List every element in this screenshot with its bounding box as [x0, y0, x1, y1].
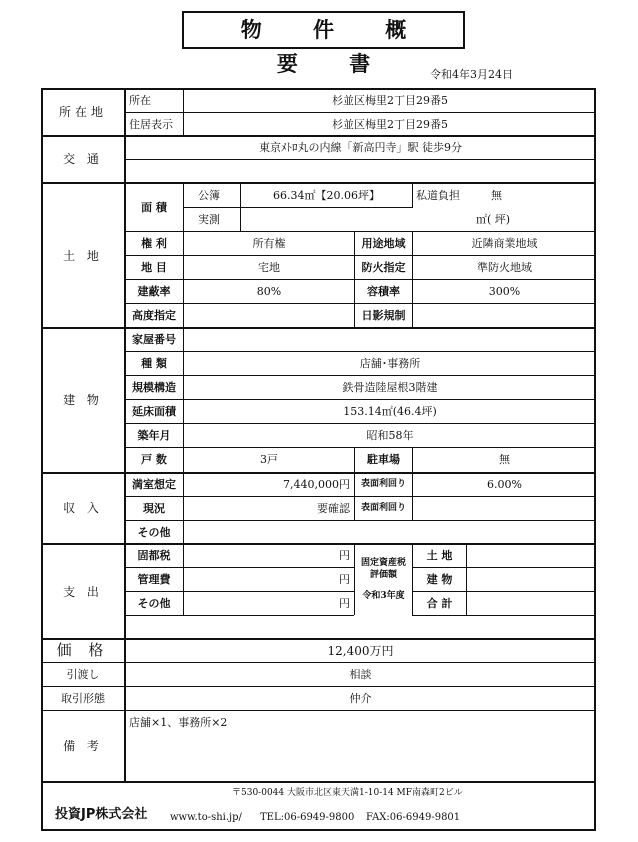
parking-label: 駐車場 — [367, 453, 400, 466]
management-fee-value: 円 — [339, 573, 350, 586]
floor-area-ratio-label: 容積率 — [367, 285, 400, 298]
land-category-label: 地 目 — [141, 261, 167, 274]
full-yield-value: 6.00% — [487, 478, 522, 491]
registry-area-label: 公簿 — [198, 189, 220, 202]
house-number-label: 家屋番号 — [132, 333, 176, 346]
document-date: 令和4年3月24日 — [430, 68, 513, 81]
assessment-total-label: 合 計 — [426, 597, 453, 610]
transport-line-1: 東京ﾒﾄﾛ丸の内線「新高円寺」駅 徒歩9分 — [259, 141, 462, 154]
private-road-label: 私道負担 — [416, 189, 460, 202]
remarks-label: 備 考 — [63, 739, 103, 753]
company-url[interactable]: www.to-shi.jp/ — [170, 812, 242, 823]
land-section-label: 土 地 — [63, 249, 103, 263]
actual-area-label: 実測 — [198, 213, 220, 226]
fire-zone-label: 防火指定 — [361, 261, 406, 274]
land-category-value: 宅地 — [258, 261, 280, 274]
transaction-type-value: 仲介 — [349, 692, 372, 705]
transaction-type-label: 取引形態 — [61, 692, 105, 705]
income-section-label: 収 入 — [63, 501, 103, 515]
transport-section-label: 交 通 — [63, 152, 103, 166]
height-limit-label: 高度指定 — [132, 309, 176, 322]
built-date-label: 築年月 — [137, 429, 171, 442]
full-yield-label: 表面利回り — [360, 479, 406, 489]
income-other-label: その他 — [137, 526, 171, 539]
current-yield-label: 表面利回り — [360, 503, 406, 513]
location-section-label: 所在地 — [58, 105, 107, 119]
zoning-value: 近隣商業地域 — [471, 237, 538, 250]
floor-area-label: 延床面積 — [132, 405, 176, 418]
property-tax-value: 円 — [339, 549, 350, 562]
address-label: 所在 — [129, 94, 151, 107]
expense-other-label: その他 — [137, 597, 171, 610]
coverage-ratio-label: 建蔽率 — [137, 285, 171, 298]
residence-label: 住居表示 — [129, 118, 173, 131]
handover-value: 相談 — [349, 668, 372, 681]
assessment-building-label: 建 物 — [426, 573, 453, 586]
parking-value: 無 — [499, 453, 510, 466]
building-type-value: 店舗･事務所 — [359, 357, 421, 370]
structure-value: 鉄骨造陸屋根3階建 — [342, 381, 438, 394]
full-occupancy-label: 満室想定 — [132, 478, 176, 491]
full-occupancy-value: 7,440,000円 — [283, 478, 350, 491]
property-tax-label: 固都税 — [137, 549, 171, 562]
assessment-land-label: 土 地 — [426, 549, 453, 562]
units-label: 戸 数 — [141, 453, 167, 466]
residence-value: 杉並区梅里2丁目29番5 — [332, 118, 448, 131]
private-road-area: ㎡( 坪) — [476, 213, 511, 226]
building-type-label: 種 類 — [141, 357, 167, 370]
fire-zone-value: 準防火地域 — [477, 261, 532, 274]
rights-value: 所有権 — [252, 237, 286, 250]
floor-area-value: 153.14㎡(46.4坪) — [343, 405, 437, 418]
assessment-year: 令和3年度 — [362, 591, 405, 601]
expense-other-value: 円 — [339, 597, 350, 610]
assessment-label-line-1: 固定資産税 — [360, 558, 406, 568]
shadow-regulation-label: 日影規制 — [361, 309, 406, 322]
built-date-value: 昭和58年 — [366, 429, 414, 442]
address-value: 杉並区梅里2丁目29番5 — [332, 94, 448, 107]
handover-label: 引渡し — [66, 668, 100, 681]
current-income-value: 要確認 — [317, 502, 350, 515]
document-title: 物 件 概 要 書 — [182, 11, 465, 49]
units-value: 3戸 — [260, 453, 278, 466]
company-address: 〒530-0044 大阪市北区東天満1-10-14 MF南森町2ビル — [232, 788, 463, 798]
assessment-label-line-2: 評価額 — [369, 570, 397, 580]
zoning-label: 用途地域 — [361, 237, 406, 250]
building-section-label: 建 物 — [63, 393, 103, 407]
current-income-label: 現況 — [143, 502, 165, 515]
rights-label: 権 利 — [141, 237, 167, 250]
remarks-value: 店舗×1、事務所×2 — [129, 716, 228, 729]
company-fax: FAX:06-6949-9801 — [366, 812, 461, 823]
floor-area-ratio-value: 300% — [488, 285, 521, 298]
company-phone: TEL:06-6949-9800 — [260, 812, 355, 823]
registry-area-value: 66.34㎡【20.06坪】 — [273, 189, 380, 202]
land-area-label: 面 積 — [141, 201, 167, 214]
price-label: 価 格 — [56, 641, 110, 659]
management-fee-label: 管理費 — [137, 573, 171, 586]
company-name: 投資JP株式会社 — [55, 807, 148, 822]
coverage-ratio-value: 80% — [256, 285, 282, 298]
expense-section-label: 支 出 — [63, 585, 103, 599]
private-road-value: 無 — [491, 189, 502, 202]
price-value: 12,400万円 — [327, 644, 394, 658]
structure-label: 規模構造 — [132, 381, 176, 394]
